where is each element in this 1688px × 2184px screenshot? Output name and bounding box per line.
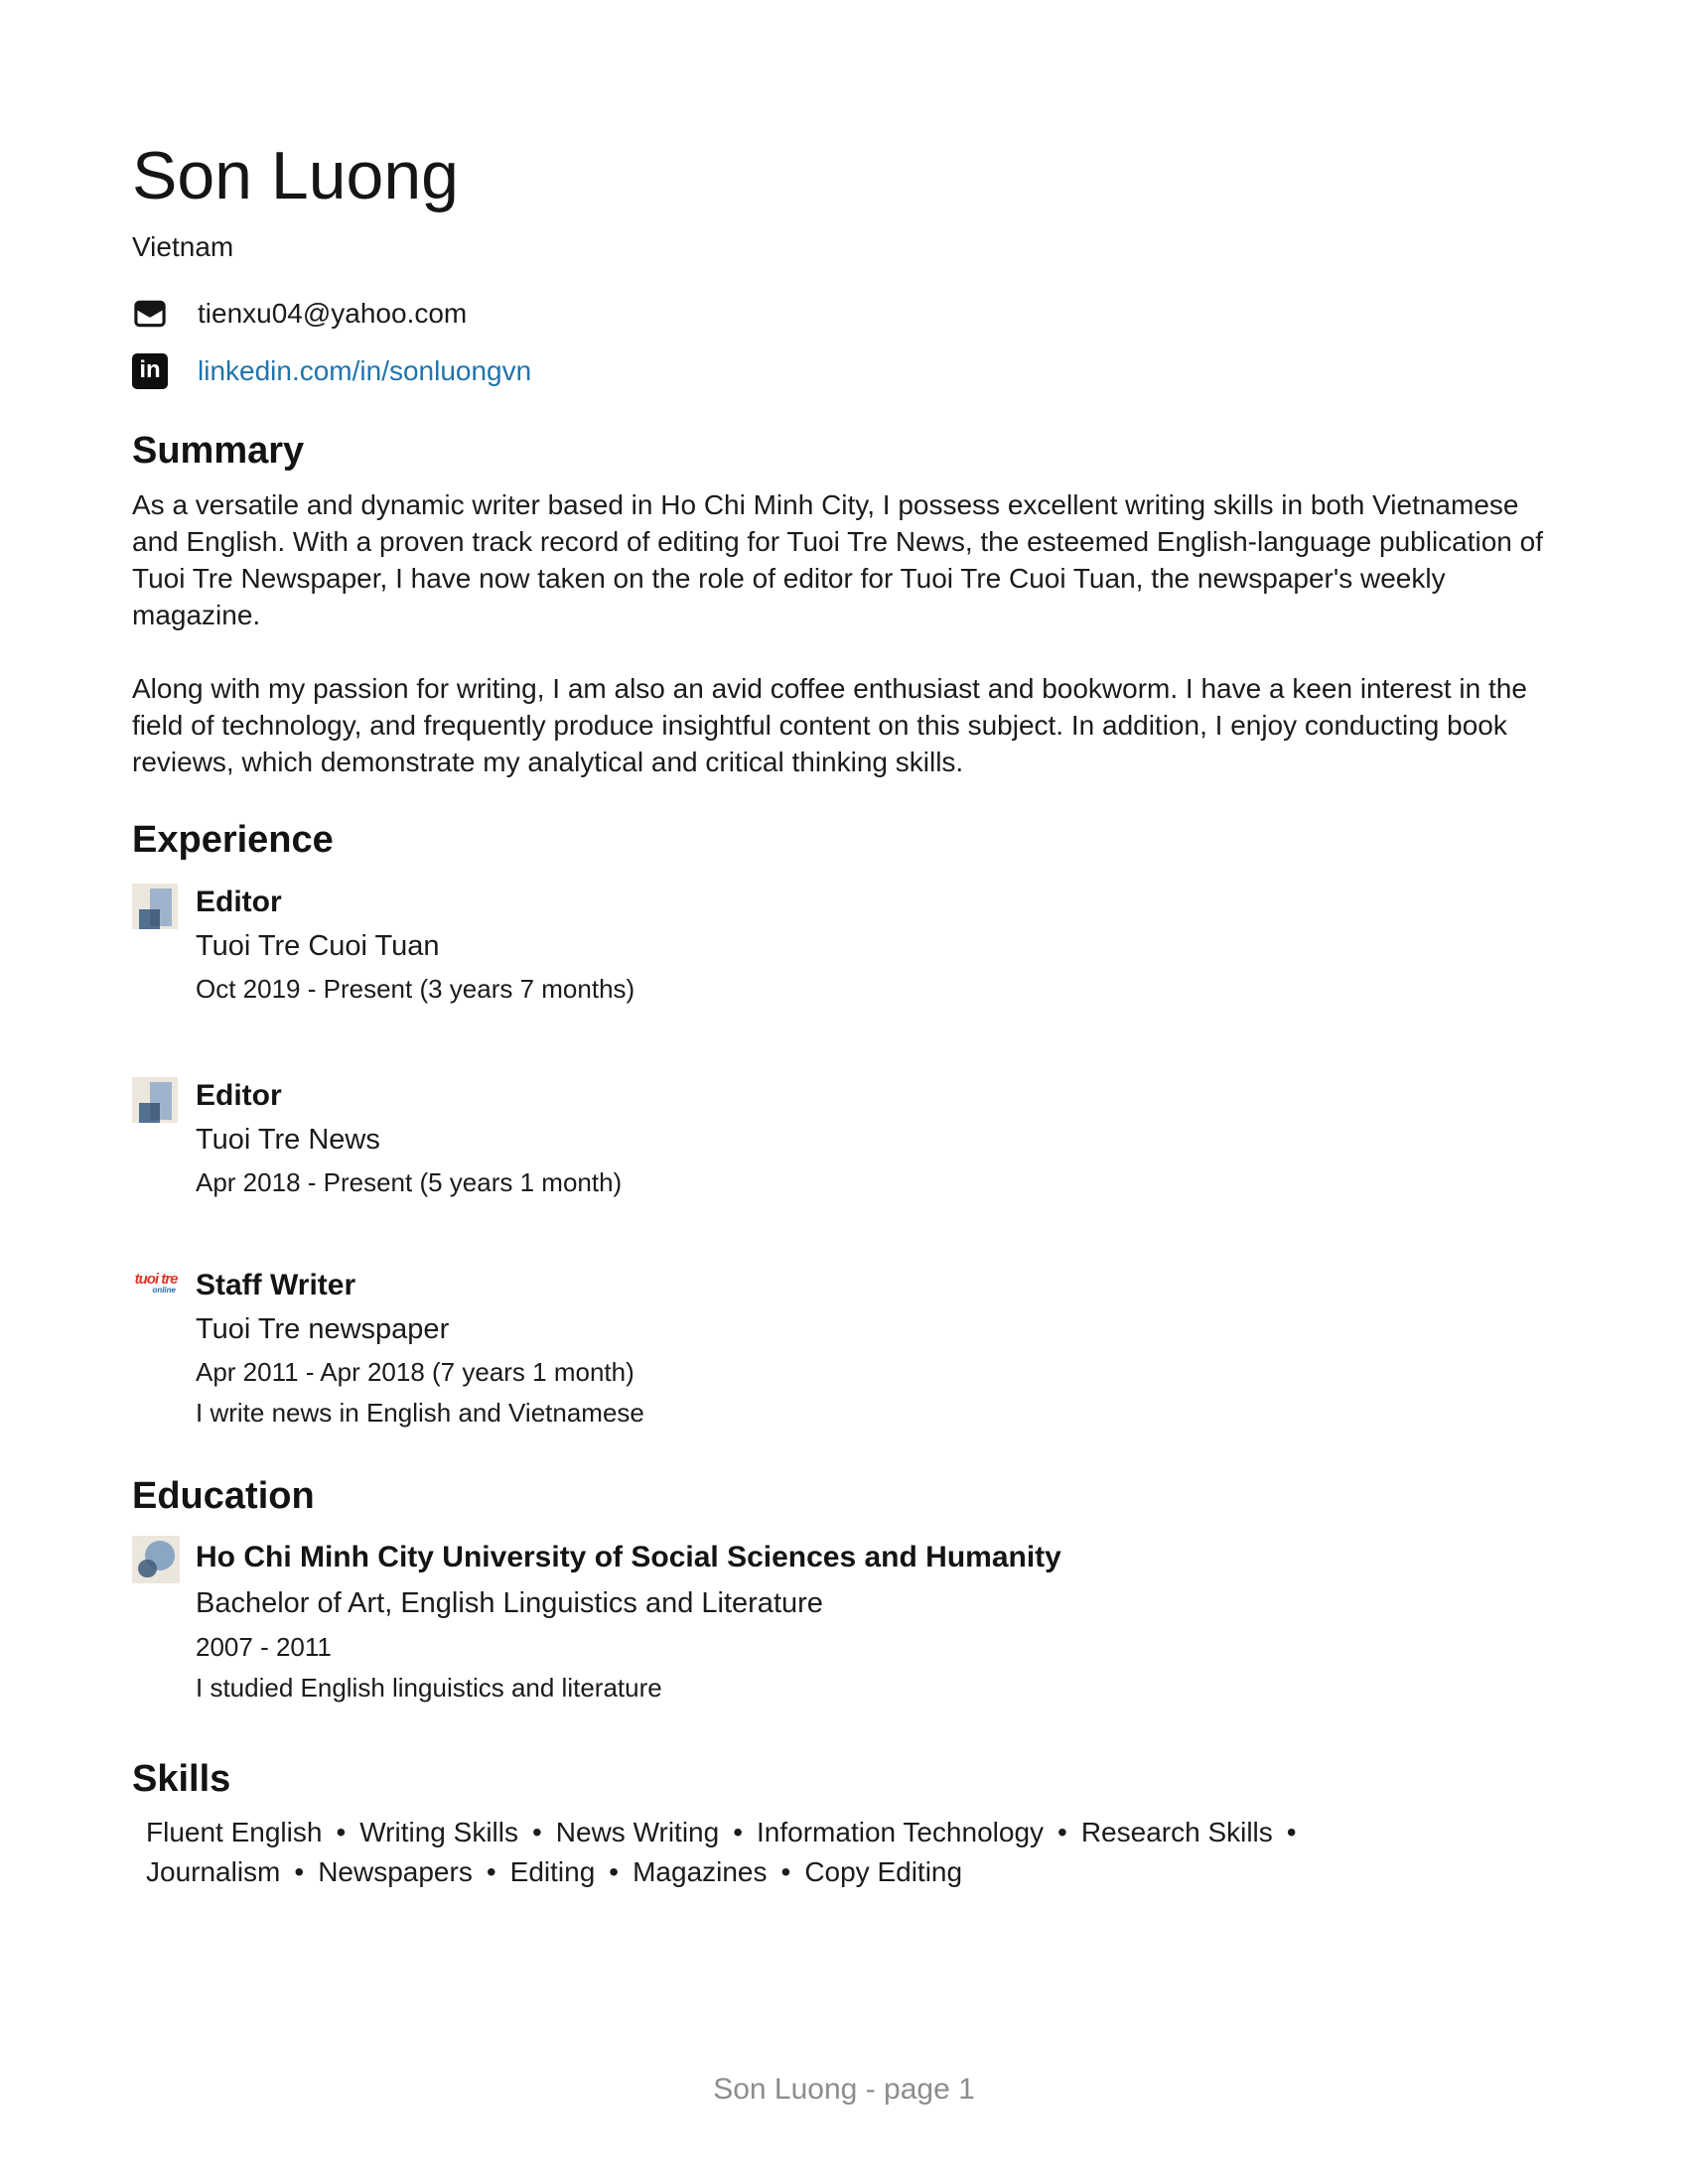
summary-paragraph-2: Along with my passion for writing, I am also an avid coffee enthusiast and bookworm. I have a keen interest in the field of technology, and frequently produce insightful content on this subject. In addition, I enjoy conducting book reviews, which demonstrate my analytical and critical thinking skills. [132, 673, 1527, 777]
skill-item: News Writing • [555, 1817, 744, 1847]
job-description: I write news in English and Vietnamese [196, 1398, 644, 1428]
summary-paragraph-1: As a versatile and dynamic writer based in Ho Chi Minh City, I possess excellent writing skills in both Vietnamese and English. With a proven track record of editing for Tuoi Tre News, the esteemed English-language publication of Tuoi Tre Newspaper, I have now taken on the role of editor for Tuoi Tre Cuoi Tuan, the newspaper's weekly magazine. [132, 489, 1544, 630]
linkedin-link[interactable]: linkedin.com/in/sonluongvn [198, 355, 532, 386]
experience-entry-body [196, 880, 634, 1010]
experience-entry-body [196, 1073, 622, 1203]
skill-separator: • [294, 1856, 305, 1887]
skill-item: Magazines • [633, 1856, 791, 1887]
company-name: Tuoi Tre Cuoi Tuan [196, 930, 440, 962]
skill-item: Journalism • [146, 1856, 305, 1887]
skill-separator: • [780, 1856, 791, 1887]
university-logo-icon [132, 1534, 180, 1583]
skills-heading: Skills [132, 1758, 231, 1800]
education-description: I studied English linguistics and literature [196, 1673, 662, 1703]
skill-separator: • [1286, 1817, 1297, 1847]
job-title: Editor [196, 886, 282, 918]
skill-item: Writing Skills • [359, 1817, 542, 1847]
education-dates: 2007 - 2011 [196, 1632, 332, 1662]
skill-item: Research Skills • [1080, 1817, 1297, 1847]
skill-separator: • [486, 1856, 496, 1887]
page-title: Son Luong [132, 138, 459, 213]
tuoi-tre-logo-icon: tuoi tre online [134, 1271, 178, 1295]
skill-item: Copy Editing [804, 1856, 963, 1887]
page-footer: Son Luong - page 1 [713, 2073, 975, 2106]
job-dates: Apr 2018 - Present (5 years 1 month) [196, 1167, 623, 1197]
email-text: tienxu04@yahoo.com [198, 298, 468, 329]
skill-separator: • [1057, 1817, 1067, 1847]
job-title: Editor [196, 1079, 282, 1112]
experience-heading: Experience [132, 819, 334, 861]
contact-row-email [132, 294, 1556, 334]
experience-entry [132, 880, 1556, 1010]
skill-separator: • [336, 1817, 347, 1847]
experience-entry-body [196, 1263, 644, 1433]
education-heading: Education [132, 1475, 315, 1517]
location-text: Vietnam [132, 231, 234, 262]
education-entry-body [196, 1534, 1061, 1707]
job-dates: Oct 2019 - Present (3 years 7 months) [196, 974, 635, 1004]
skill-item: Information Technology • [757, 1817, 1067, 1847]
skill-item: Newspapers • [318, 1856, 496, 1887]
degree-name: Bachelor of Art, English Linguistics and Literature [196, 1587, 823, 1619]
skill-separator: • [733, 1817, 744, 1847]
linkedin-icon: in [132, 353, 168, 389]
skill-separator: • [531, 1817, 542, 1847]
school-name: Ho Chi Minh City University of Social Sciences and Humanity [196, 1541, 1061, 1573]
contact-row-linkedin [132, 351, 1556, 391]
skill-item: Editing • [509, 1856, 620, 1887]
skill-separator: • [609, 1856, 620, 1887]
experience-entry [132, 1073, 1556, 1203]
summary-heading: Summary [132, 430, 305, 472]
job-title: Staff Writer [196, 1269, 356, 1301]
envelope-icon [132, 296, 168, 332]
company-name: Tuoi Tre newspaper [196, 1313, 450, 1345]
education-entry [132, 1534, 1556, 1707]
company-logo-bars-icon [132, 880, 180, 929]
job-dates: Apr 2011 - Apr 2018 (7 years 1 month) [196, 1357, 634, 1387]
skill-item: Fluent English • [146, 1817, 347, 1847]
contact-section [132, 294, 1556, 391]
experience-entry [132, 1263, 1556, 1433]
company-name: Tuoi Tre News [196, 1124, 380, 1156]
company-logo-bars-icon [132, 1073, 180, 1123]
skills-list [132, 1813, 1467, 1892]
